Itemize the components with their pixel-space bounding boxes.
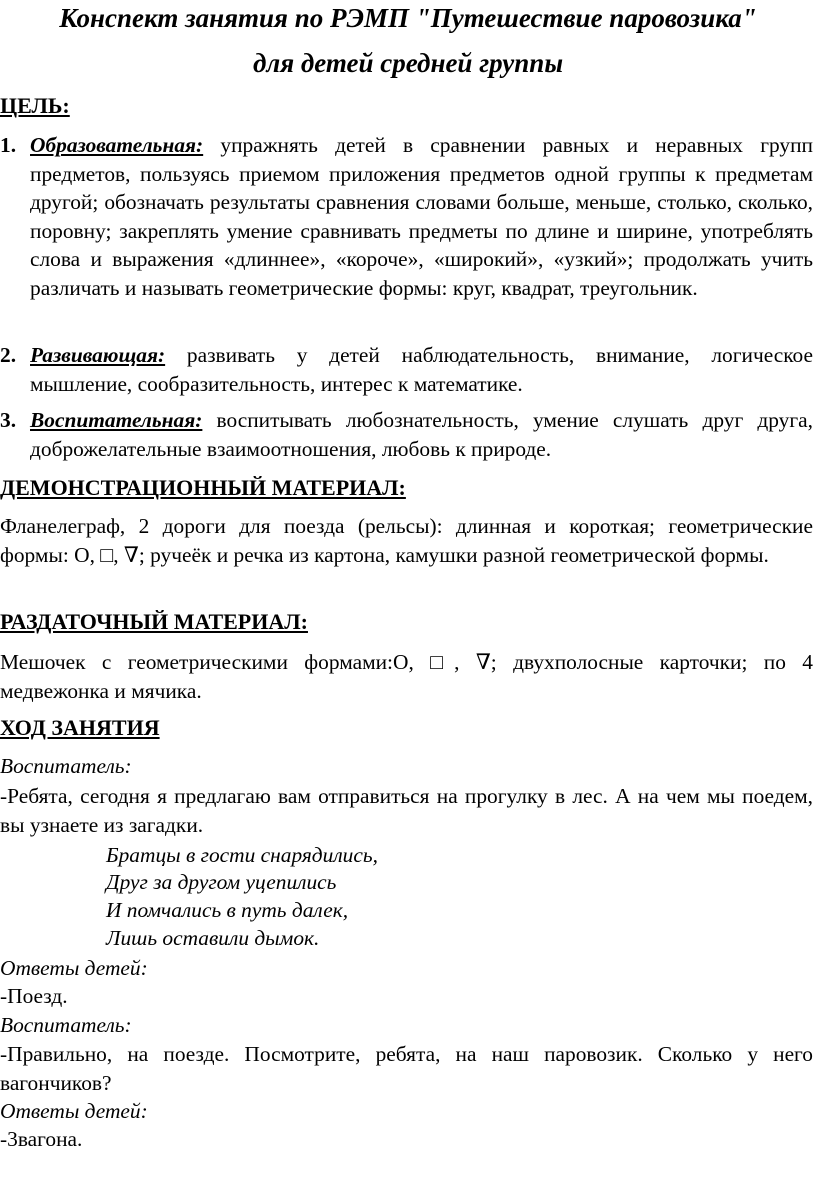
kids-answer-1: -Поезд. [0, 984, 68, 1008]
goal-number-3: 3. [0, 408, 17, 432]
teacher-line-2: -Правильно, на поезде. Посмотрите, ребята, на наш паровозик. Сколько у него вагончиков? [0, 1042, 813, 1095]
goal-text-1: упражнять детей в сравнении равных и неравных групп предметов, пользуясь приемом приложения предметов одной группы к предметам другой; обозначать результаты сравнения словами больше, меньше, столько, сколько, поровну; закреплять умение сравнивать предметы по длине и ширине, употреблять слова и выражения «длиннее», «короче», «широкий», «узкий»; продолжать учить различать и называть геометрические формы: круг, квадрат, треугольник. [30, 133, 813, 300]
goal-heading: ЦЕЛЬ: [0, 93, 70, 118]
riddle-line-4: Лишь оставили дымок. [106, 926, 320, 950]
goal-paragraph-2 [30, 341, 813, 398]
speaker-teacher-1: Воспитатель: [0, 754, 132, 778]
goal-number-1: 1. [0, 133, 17, 157]
speaker-teacher-2: Воспитатель: [0, 1013, 132, 1037]
speaker-kids-1: Ответы детей: [0, 956, 148, 980]
goal-term-3: Воспитательная: [30, 408, 203, 432]
goal-text-3: воспитывать любознательность, умение слушать друг друга, доброжелательные взаимоотношения, любовь к природе. [30, 408, 813, 461]
goal-number-2: 2. [0, 343, 17, 367]
demo-material-text: Фланелеграф, 2 дороги для поезда (рельсы): длинная и короткая; геометрические формы: О, □, ∇; ручеёк и речка из картона, камушки разной геометрической формы. [0, 514, 813, 567]
speaker-kids-2: Ответы детей: [0, 1099, 148, 1123]
handout-material-heading: РАЗДАТОЧНЫЙ МАТЕРИАЛ: [0, 609, 308, 634]
goal-paragraph-1 [30, 131, 813, 303]
goal-term-2: Развивающая: [30, 343, 166, 367]
document-title-line1: Конспект занятия по РЭМП "Путешествие паровозика" [59, 3, 757, 33]
riddle-line-2: Друг за другом уцепились [106, 870, 337, 894]
demo-material-heading: ДЕМОНСТРАЦИОННЫЙ МАТЕРИАЛ: [0, 475, 406, 500]
document-title-line2: для детей средней группы [252, 48, 564, 78]
goal-term-1: Образовательная: [30, 133, 204, 157]
goal-text-2: развивать у детей наблюдательность, внимание, логическое мышление, сообразительность, интерес к математике. [30, 343, 813, 396]
goal-paragraph-3 [30, 406, 813, 463]
teacher-line-1: -Ребята, сегодня я предлагаю вам отправиться на прогулку в лес. А на чем мы поедем, вы узнаете из загадки. [0, 784, 813, 837]
riddle-line-3: И помчались в путь далек, [106, 898, 349, 922]
lesson-heading: ХОД ЗАНЯТИЯ [0, 715, 160, 740]
handout-material-text: Мешочек с геометрическими формами:О, □, ∇; двухполосные карточки; по 4 медвежонка и мячика. [0, 650, 813, 703]
riddle-line-1: Братцы в гости снарядились, [106, 843, 378, 867]
kids-answer-2: -3вагона. [0, 1127, 83, 1151]
